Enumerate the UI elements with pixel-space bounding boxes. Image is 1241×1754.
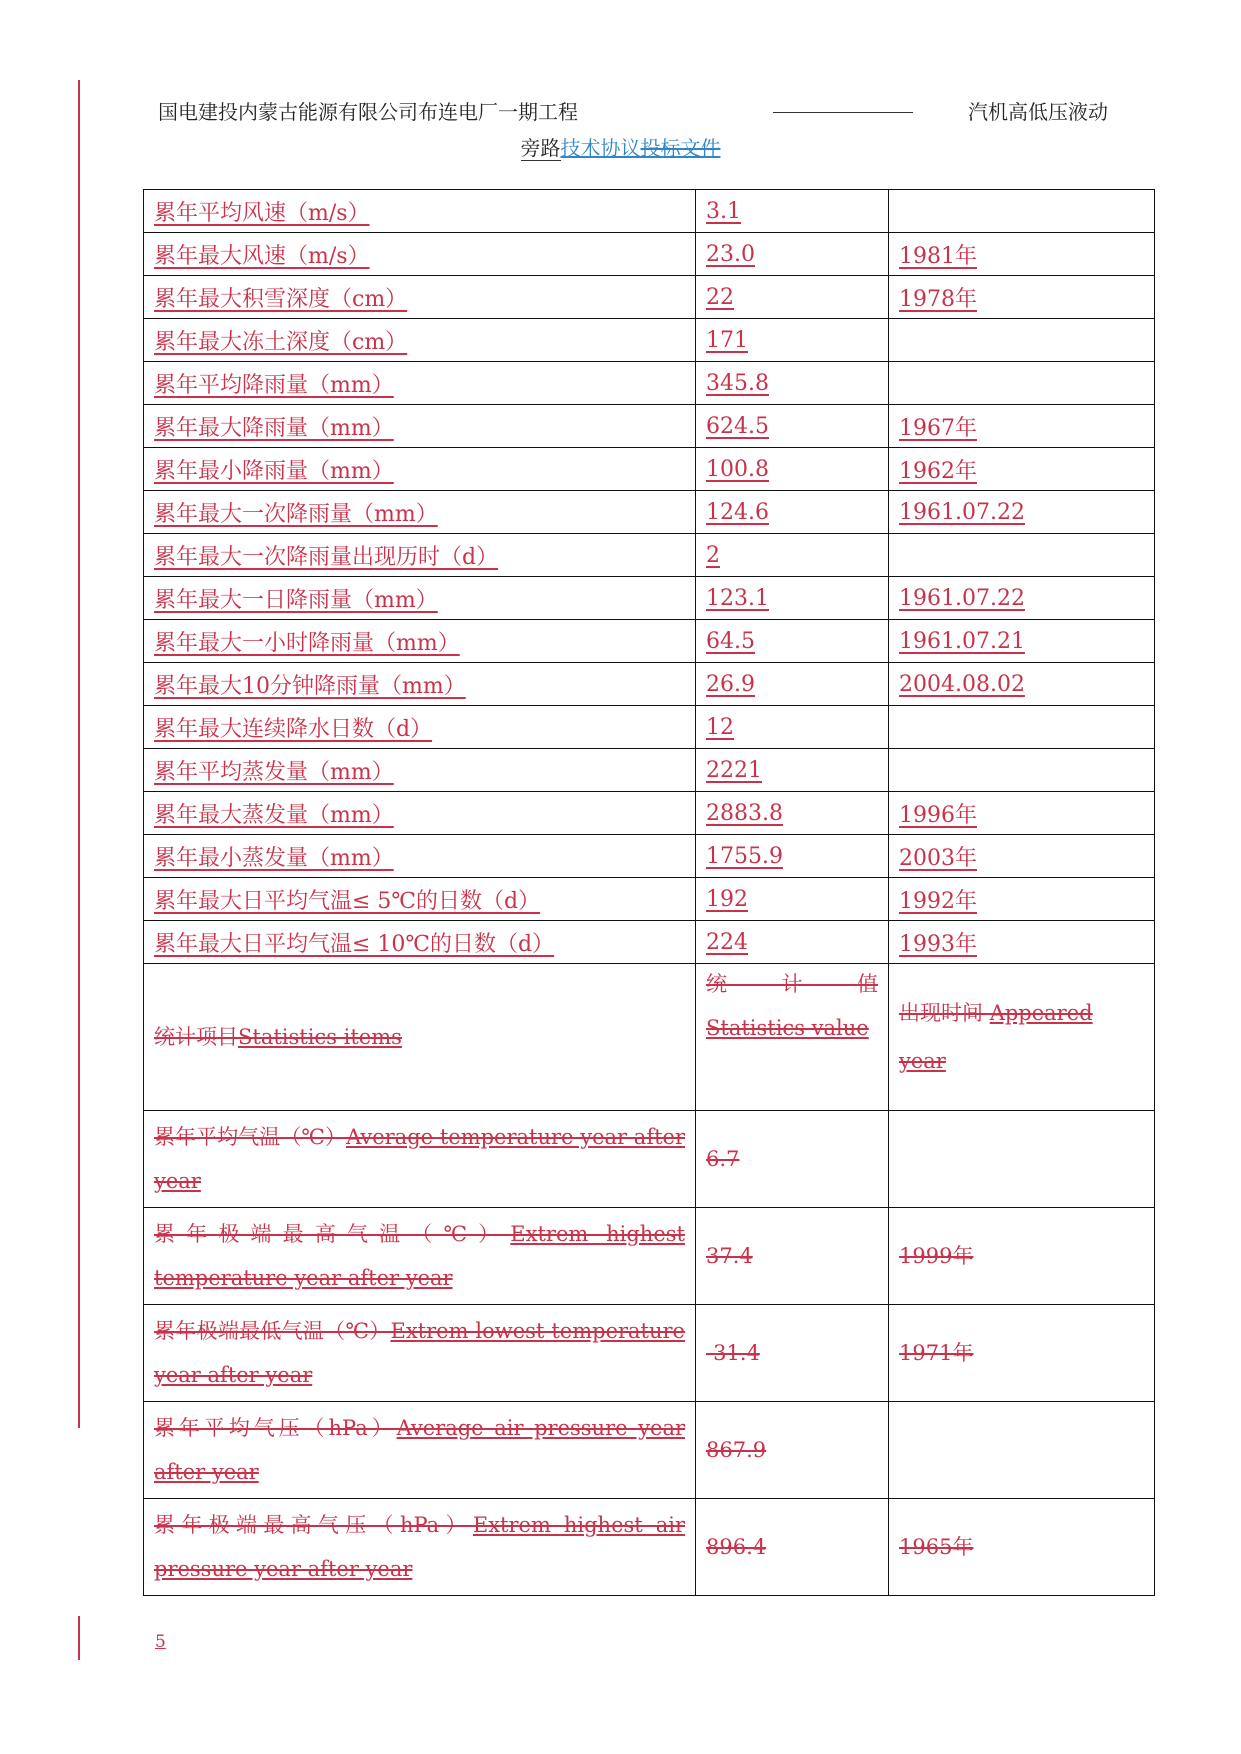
change-bar-footer (78, 1616, 80, 1660)
table-cell-item: 累年最大积雪深度（cm） (144, 276, 696, 319)
table-row (144, 190, 1155, 233)
table-cell-time: 1996年 (889, 792, 1155, 835)
table-row (144, 835, 1155, 878)
table-cell-time: 1978年 (889, 276, 1155, 319)
header-separator-line (773, 112, 913, 113)
table-cell-time: 1961.07.22 (889, 491, 1155, 534)
table-cell-value: 124.6 (696, 491, 889, 534)
table-row (144, 534, 1155, 577)
table-cell-item: 累年平均风速（m/s） (144, 190, 696, 233)
table-cell-value: 345.8 (696, 362, 889, 405)
header-doc-title: 汽机高低压液动 (968, 100, 1108, 124)
header-title-line2 (0, 132, 1241, 161)
table-cell-item: 累年平均蒸发量（mm） (144, 749, 696, 792)
table-cell-time (889, 749, 1155, 792)
table-cell-time: 2003年 (889, 835, 1155, 878)
table-cell-time: 1992年 (889, 878, 1155, 921)
table-cell-value: 2 (696, 534, 889, 577)
table-row (144, 276, 1155, 319)
table-cell-value: 867.9 (696, 1402, 889, 1499)
table-cell-item: 累年最大风速（m/s） (144, 233, 696, 276)
table-cell-item: 累年最大降雨量（mm） (144, 405, 696, 448)
table-cell-time: 1999年 (889, 1208, 1155, 1305)
table-cell-value: -31.4 (696, 1305, 889, 1402)
table-cell-time (889, 534, 1155, 577)
table-cell-value: 192 (696, 878, 889, 921)
header-line2-plain: 旁路 (520, 136, 561, 160)
table-cell-item: 累年最大日平均气温≤ 5℃的日数（d） (144, 878, 696, 921)
table-row (144, 663, 1155, 706)
table-cell-time (889, 319, 1155, 362)
table-cell-item: 累年极端最高气温（℃）Extrem highest temperature year after year (144, 1208, 696, 1305)
table-header-row-deleted (144, 964, 1155, 1111)
table-row (144, 749, 1155, 792)
table-cell-item: 累年平均气压（hPa）Average air pressure year after year (144, 1402, 696, 1499)
table-row (144, 233, 1155, 276)
table-cell-time (889, 706, 1155, 749)
table-cell-time: 1993年 (889, 921, 1155, 964)
table-row (144, 921, 1155, 964)
table-cell-value: 64.5 (696, 620, 889, 663)
table-cell-time: 1961.07.22 (889, 577, 1155, 620)
table-cell-value: 896.4 (696, 1499, 889, 1596)
table-cell-item: 累年极端最高气压（hPa）Extrem highest air pressure year after year (144, 1499, 696, 1596)
table-cell-value: 22 (696, 276, 889, 319)
table-cell-item: 累年最小降雨量（mm） (144, 448, 696, 491)
table-row-deleted (144, 1111, 1155, 1208)
table-cell-value: 171 (696, 319, 889, 362)
table-row (144, 620, 1155, 663)
table-cell-item: 累年极端最低气温（℃）Extrem lowest temperature year after year (144, 1305, 696, 1402)
table-cell-item: 累年最大日平均气温≤ 10℃的日数（d） (144, 921, 696, 964)
table-cell-value: 3.1 (696, 190, 889, 233)
table-cell-time: 1962年 (889, 448, 1155, 491)
table-cell-value: 6.7 (696, 1111, 889, 1208)
table-row (144, 577, 1155, 620)
table-cell-item: 累年平均降雨量（mm） (144, 362, 696, 405)
table-cell-value: 26.9 (696, 663, 889, 706)
header-cell-value: 统 计 值 Statistics value (696, 964, 889, 1111)
climate-statistics-table (143, 189, 1155, 1596)
table-cell-time (889, 1111, 1155, 1208)
table-cell-time: 2004.08.02 (889, 663, 1155, 706)
table-cell-item: 累年最大10分钟降雨量（mm） (144, 663, 696, 706)
table-row (144, 491, 1155, 534)
table-row (144, 319, 1155, 362)
table-cell-time (889, 362, 1155, 405)
table-cell-time (889, 190, 1155, 233)
table-row (144, 792, 1155, 835)
table-cell-time: 1971年 (889, 1305, 1155, 1402)
table-cell-value: 12 (696, 706, 889, 749)
table-cell-item: 累年最小蒸发量（mm） (144, 835, 696, 878)
table-cell-item: 累年最大蒸发量（mm） (144, 792, 696, 835)
table-cell-time: 1981年 (889, 233, 1155, 276)
table-cell-item: 累年最大一小时降雨量（mm） (144, 620, 696, 663)
table-cell-time: 1961.07.21 (889, 620, 1155, 663)
change-bar-main (78, 80, 80, 1428)
table-row-deleted (144, 1402, 1155, 1499)
table-cell-time (889, 1402, 1155, 1499)
table-cell-item: 累年平均气温（℃）Average temperature year after year (144, 1111, 696, 1208)
table-cell-value: 23.0 (696, 233, 889, 276)
table-row (144, 448, 1155, 491)
table-cell-item: 累年最大一日降雨量（mm） (144, 577, 696, 620)
table-row-deleted (144, 1208, 1155, 1305)
table-row-deleted (144, 1499, 1155, 1596)
table-cell-item: 累年最大一次降雨量（mm） (144, 491, 696, 534)
table-cell-value: 123.1 (696, 577, 889, 620)
table-cell-value: 100.8 (696, 448, 889, 491)
table-cell-value: 37.4 (696, 1208, 889, 1305)
header-cell-item: 统计项目Statistics items (144, 964, 696, 1111)
header-line2-inserted: 技术协议 (560, 136, 641, 160)
table-cell-time: 1967年 (889, 405, 1155, 448)
table-cell-value: 224 (696, 921, 889, 964)
header-cell-time: 出现时间 Appeared year (889, 964, 1155, 1111)
header-project-name: 国电建投内蒙古能源有限公司布连电厂一期工程 (158, 100, 578, 124)
header-line2-deleted: 投标文件 (640, 136, 721, 160)
table-row (144, 878, 1155, 921)
table-cell-value: 2221 (696, 749, 889, 792)
table-row (144, 405, 1155, 448)
table-cell-value: 2883.8 (696, 792, 889, 835)
page-number: 5 (155, 1632, 166, 1652)
table-cell-value: 1755.9 (696, 835, 889, 878)
table-cell-value: 624.5 (696, 405, 889, 448)
table-cell-item: 累年最大连续降水日数（d） (144, 706, 696, 749)
table-cell-time: 1965年 (889, 1499, 1155, 1596)
table-cell-item: 累年最大一次降雨量出现历时（d） (144, 534, 696, 577)
table-cell-item: 累年最大冻土深度（cm） (144, 319, 696, 362)
table-row (144, 362, 1155, 405)
table-row-deleted (144, 1305, 1155, 1402)
table-row (144, 706, 1155, 749)
